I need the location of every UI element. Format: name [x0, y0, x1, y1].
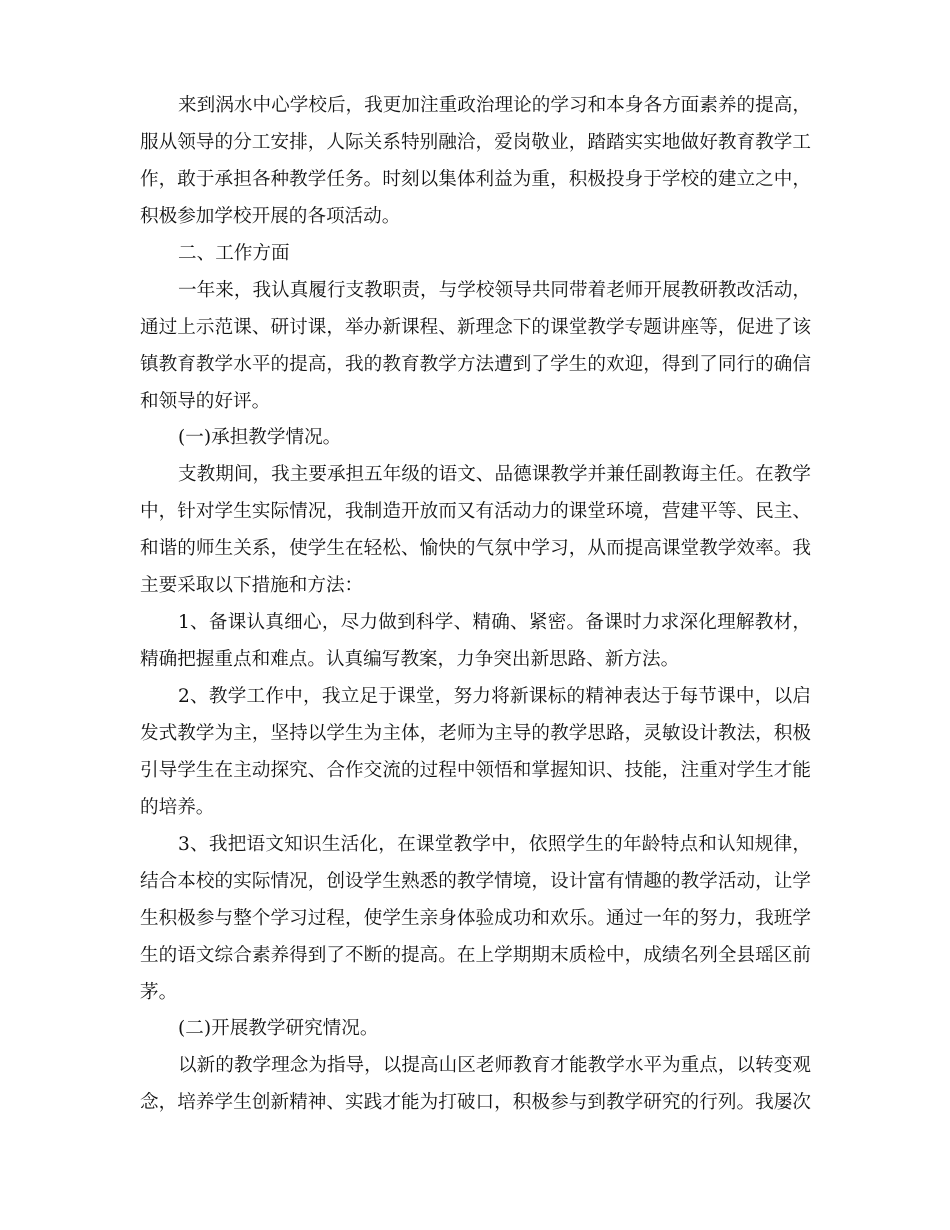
text-line: (一)承担教学情况。	[178, 427, 342, 449]
text-line: 念，培养学生创新精神、实践才能为打破口，积极参与到教学研究的行列。我屡次	[140, 1092, 811, 1114]
paragraph	[140, 679, 811, 827]
text-line: 支教期间，我主要承担五年级的语文、品德课教学并兼任副教诲主任。在教学	[178, 464, 811, 486]
text-line: 来到涡水中心学校后，我更加注重政治理论的学习和本身各方面素养的提高，	[178, 95, 811, 116]
text-line: 1、备课认真细心，尽力做到科学、精确、紧密。备课时力求深化理解教材，	[178, 612, 811, 634]
text-line: 3、我把语文知识生活化，在课堂教学中，依照学生的年龄特点和认知规律，	[178, 833, 811, 855]
text-line: 和谐的师生关系，使学生在轻松、愉快的气氛中学习，从而提高课堂教学效率。我	[140, 538, 811, 560]
paragraph	[140, 605, 811, 679]
text-line: 和领导的好评。	[140, 390, 271, 412]
text-line: 生的语文综合素养得到了不断的提高。在上学期期末质检中，成绩名列全县瑶区前	[140, 944, 811, 966]
paragraph	[140, 88, 811, 236]
text-line: 茅。	[140, 981, 178, 1003]
text-line: 结合本校的实际情况，创设学生熟悉的教学情境，设计富有情趣的教学活动，让学	[140, 870, 811, 892]
text-line: 中，针对学生实际情况，我制造开放而又有活动力的课堂环境，营建平等、民主、	[140, 501, 811, 523]
text-line: 的培养。	[140, 796, 215, 818]
text-line: 引导学生在主动探究、合作交流的过程中领悟和掌握知识、技能，注重对学生才能	[140, 759, 811, 781]
text-line: 精确把握重点和难点。认真编写教案，力争突出新思路、新方法。	[140, 649, 680, 671]
text-line: (二)开展教学研究情况。	[178, 1018, 379, 1040]
text-line: 主要采取以下措施和方法：	[140, 575, 364, 597]
paragraph	[140, 1048, 811, 1122]
text-line: 发式教学为主，坚持以学生为主体，老师为主导的教学思路，灵敏设计教法，积极	[140, 722, 811, 744]
text-line: 服从领导的分工安排，人际关系特别融洽，爱岗敬业，踏踏实实地做好教育教学工	[140, 131, 811, 153]
text-line: 一年来，我认真履行支教职责，与学校领导共同带着老师开展教研教改活动，	[178, 279, 811, 301]
text-line: 积极参加学校开展的各项活动。	[140, 205, 401, 227]
paragraph	[140, 457, 811, 605]
text-line: 作，敢于承担各种教学任务。时刻以集体利益为重，积极投身于学校的建立之中，	[140, 168, 811, 190]
section-heading	[140, 236, 811, 273]
text-line: 通过上示范课、研讨课，举办新课程、新理念下的课堂教学专题讲座等，促进了该	[140, 316, 811, 338]
paragraph	[140, 827, 811, 1012]
section-heading	[140, 1011, 811, 1048]
text-line: 镇教育教学水平的提高，我的教育教学方法遭到了学生的欢迎，得到了同行的确信	[140, 353, 811, 375]
paragraph	[140, 273, 811, 421]
text-line: 以新的教学理念为指导，以提高山区老师教育才能教学水平为重点，以转变观	[178, 1055, 811, 1077]
text-line: 二、工作方面	[178, 242, 290, 264]
section-heading	[140, 420, 811, 457]
document-page	[140, 88, 811, 1122]
text-line: 生积极参与整个学习过程，使学生亲身体验成功和欢乐。通过一年的努力，我班学	[140, 907, 811, 929]
text-line: 2、教学工作中，我立足于课堂，努力将新课标的精神表达于每节课中，以启	[178, 686, 811, 707]
